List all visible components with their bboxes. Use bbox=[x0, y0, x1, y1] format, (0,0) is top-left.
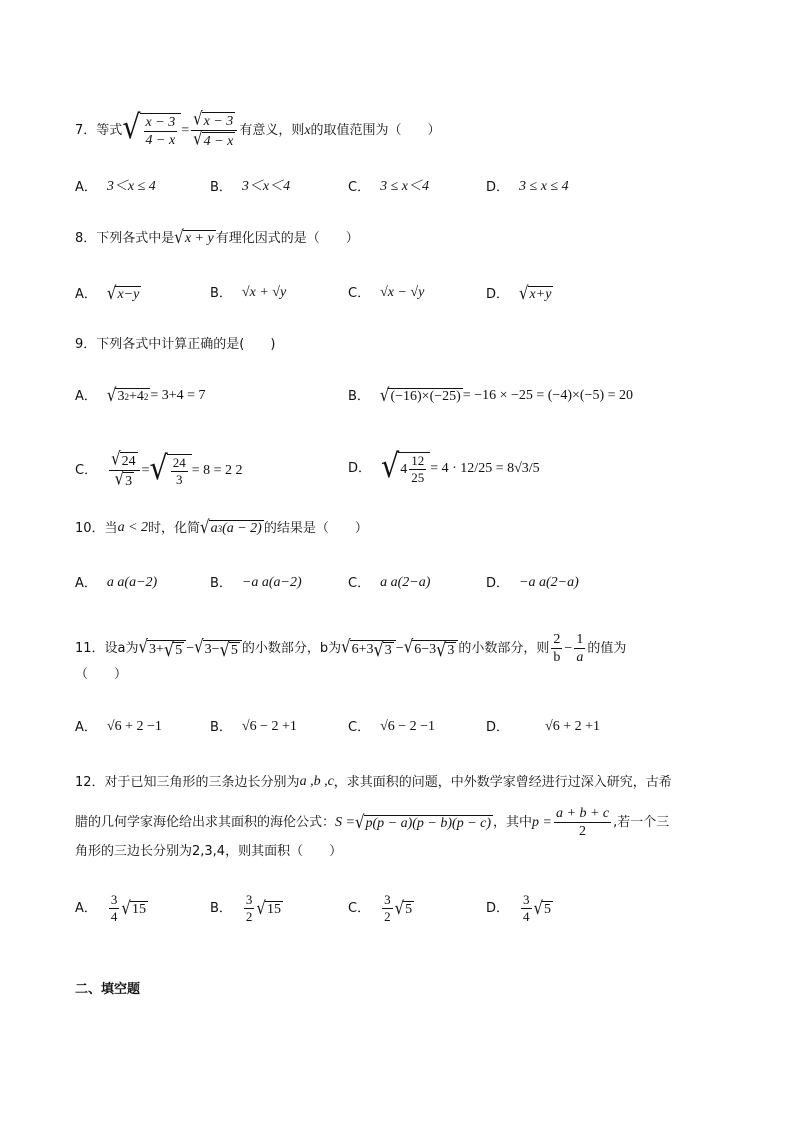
question-11-option-b[interactable]: B． √ 6 − 2 +1 bbox=[210, 719, 297, 735]
sqrt-expression: √ a 3 (a − 2) bbox=[200, 516, 262, 538]
question-10-number: 10． bbox=[75, 520, 105, 536]
question-8-option-b[interactable]: B． √x + √y bbox=[210, 285, 287, 301]
question-10-option-a[interactable]: A． a a(a−2) bbox=[75, 575, 158, 591]
question-10-option-d[interactable]: D． −a a(2−a) bbox=[486, 575, 579, 591]
question-12-line-3: 角形的三边长分别为2,3,4，则其面积（ ） bbox=[75, 844, 343, 859]
question-8-number: 8． bbox=[75, 230, 97, 246]
question-11-option-c[interactable]: C． √ 6 − 2 −1 bbox=[348, 719, 436, 735]
question-9-option-c[interactable]: C． √ 24 √ 3 = √ $\frac{24}{3}$ = 8 = 2 2 bbox=[75, 447, 243, 490]
section-heading-fill-in: 二、填空题 bbox=[75, 982, 141, 997]
question-8-option-c[interactable]: C． √x − √y bbox=[348, 285, 425, 301]
sqrt-expression: √ x + y bbox=[174, 226, 214, 248]
question-9-option-b[interactable]: B． √ (−16)×(−25) = −16 × −25 = (−4)×(−5) = 20 bbox=[348, 384, 634, 406]
question-11-paren: （ ） bbox=[75, 667, 128, 682]
question-10-option-c[interactable]: C． a a(2−a) bbox=[348, 575, 431, 591]
question-8-option-d[interactable]: D． √ x+y bbox=[486, 282, 552, 304]
fraction-expression: √ x − 3 √ 4 − x bbox=[191, 112, 237, 150]
question-11-stem: 11． 设a为 √ 3+ √ 5 − √ 3− √ 5 的小数部分，b为 √ 6+3 √ 3 − √ 6−3 √ 3 的小数部分，则 $\frac{2}{b}$ − $\frac{1}{a}$ 的值为 bbox=[75, 632, 627, 666]
question-9-option-d[interactable]: D． √ 4 $\frac{12}{25}$ = 4 · 12/25 = 8√3/5 bbox=[348, 446, 540, 486]
question-12-option-a[interactable]: A． $\frac{3}{4}$ √ 15 bbox=[75, 892, 146, 925]
question-12-option-d[interactable]: D． $\frac{3}{4}$ √ 5 bbox=[486, 892, 552, 925]
question-11-option-d[interactable]: D． √ 6 + 2 +1 bbox=[486, 719, 600, 735]
question-8-option-a[interactable]: A． √ x−y bbox=[75, 282, 140, 304]
question-7-option-d[interactable]: D． 3 ≤ x ≤ 4 bbox=[486, 179, 569, 195]
question-7-number: 7． bbox=[75, 123, 97, 139]
sqrt-expression: √ $\frac{x - 3}{4 - x}$ bbox=[122, 113, 181, 149]
question-11-number: 11． bbox=[75, 641, 105, 657]
question-11-option-a[interactable]: A． √ 6 + 2 −1 bbox=[75, 719, 162, 735]
question-9-option-a[interactable]: A． √ 3 2 +4 2 = 3+4 = 7 bbox=[75, 384, 206, 406]
question-12-number: 12． bbox=[75, 774, 105, 790]
question-10-option-b[interactable]: B． −a a(a−2) bbox=[210, 575, 302, 591]
question-9-number: 9． bbox=[75, 337, 97, 352]
question-12-line-2: 腊的几何学家海伦给出求其面积的海伦公式： S = √ p(p − a)(p − b)(p − c) ，其中 p = $\frac{a + b + c}{2}$ ,若一个三 bbox=[75, 806, 670, 840]
question-9-stem: 9． 下列各式中计算正确的是( ) bbox=[75, 337, 276, 352]
question-7-option-a[interactable]: A． 3＜x ≤ 4 bbox=[75, 179, 156, 195]
question-12-option-b[interactable]: B． $\frac{3}{2}$ √ 15 bbox=[210, 892, 281, 925]
question-7-stem: 7． 等式 √ $\frac{x - 3}{4 - x}$ = √ x − 3 √ 4 − x 有意义，则 x 的取值范围为（ ） bbox=[75, 106, 441, 150]
question-8-stem: 8． 下列各式中是 √ x + y 有理化因式的是（ ） bbox=[75, 226, 359, 248]
question-7-option-c[interactable]: C． 3 ≤ x＜4 bbox=[348, 179, 429, 195]
question-10-stem: 10． 当 a < 2 时，化简 √ a 3 (a − 2) 的结果是（ ） bbox=[75, 516, 368, 538]
question-12-option-c[interactable]: C． $\frac{3}{2}$ √ 5 bbox=[348, 892, 413, 925]
question-12-line-1: 12． 对于已知三角形的三条边长分别为 a ,b ,c ，求其面积的问题，中外数学家曾经进行过深入研究，古希 bbox=[75, 774, 672, 790]
question-7-option-b[interactable]: B． 3＜x＜4 bbox=[210, 179, 291, 195]
